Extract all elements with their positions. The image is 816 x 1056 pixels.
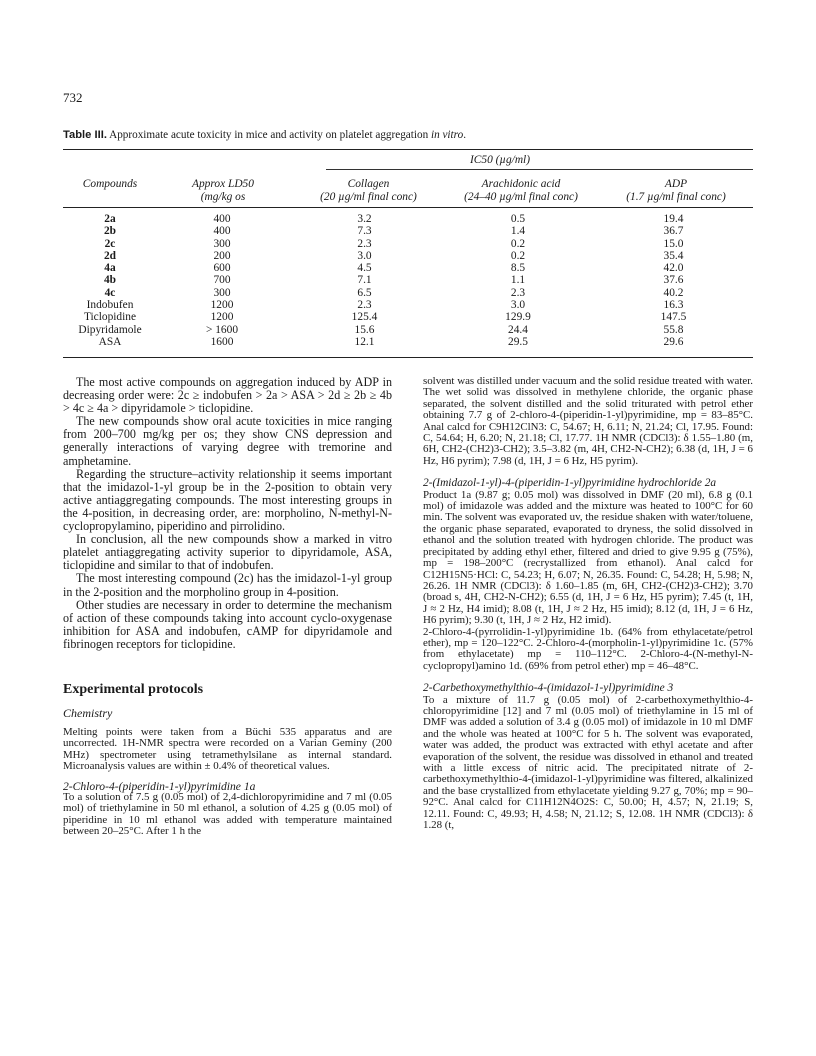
cell-compound: 2d	[103, 249, 117, 262]
cell-arachidonic: 0.2	[510, 237, 526, 250]
cell-adp: 16.3	[663, 299, 684, 312]
table-row	[63, 213, 753, 225]
paragraph-best-compound: The most interesting compound (2c) has the imidazol-1-yl group in the 2-position and the morpholino group in 4-position.	[63, 571, 392, 599]
table-row	[63, 336, 753, 348]
table-row	[63, 262, 753, 274]
cell-adp: 147.5	[660, 311, 687, 324]
cell-ld50: 200	[213, 249, 231, 262]
cell-adp: 40.2	[663, 286, 684, 299]
table-row	[63, 250, 753, 262]
cell-collagen: 125.4	[351, 311, 378, 324]
cell-arachidonic: 129.9	[505, 311, 531, 324]
ic50-header: IC50 (µg/ml)	[469, 154, 531, 166]
page-number: 732	[63, 90, 83, 105]
paragraph-toxicity: The new compounds show oral acute toxicities in mice ranging from 200–700 mg/kg per os; they show CNS depression and generally interactions of varying degree with tremorine and amphetamine.	[63, 414, 392, 468]
procedure-title-1a: 2-Chloro-4-(piperidin-1-yl)pyrimidine 1a	[63, 779, 256, 793]
table-row	[63, 238, 753, 250]
cell-collagen: 4.5	[357, 262, 372, 275]
table-row	[63, 299, 753, 311]
header-arachidonic: Arachidonic acid (24–40 µg/ml final conc)	[464, 178, 578, 203]
cell-adp: 15.0	[663, 237, 684, 250]
cell-arachidonic: 3.0	[510, 299, 526, 312]
header-ld50: Approx LD50 (mg/kg os	[192, 178, 254, 203]
cell-adp: 19.4	[663, 213, 684, 225]
procedure-text-1a-cont: solvent was distilled under vacuum and the solid residue treated with water. The wet solid was dissolved in methylene chloride, the organic phase separated, the solvent distilled and the solid triturated with petrol ether obtaining 7.7 g of 2-chloro-4-(piperidin-1-yl)pyrimidine, mp = 83–85°C. Anal calcd for C9H12ClN3: C, 54.67; H, 6.11; N, 21.24; Cl, 17.95. Found: C, 54.64; H, 6.20; N, 21.18; Cl, 17.77. 1H NMR (CDCl3): δ 1.55–1.80 (m, 6H, CH2-(CH2)3-CH2); 3.5–3.82 (m, 4H, CH2-N-CH2); 6.38 (d, 1H, J = 6 Hz, H6 pyrim); 7.98 (d, 1H, J = 6 Hz, H5 pyrim).	[423, 375, 753, 467]
cell-adp: 35.4	[663, 249, 684, 262]
procedure-title-2a: 2-(Imidazol-1-yl)-4-(piperidin-1-yl)pyrimidine hydrochloride 2a	[423, 477, 717, 490]
cell-compound: Ticlopidine	[83, 311, 137, 324]
cell-ld50: 1200	[210, 311, 234, 324]
cell-ld50: 400	[213, 225, 231, 238]
cell-collagen: 2.3	[357, 237, 372, 250]
cell-arachidonic: 2.3	[510, 286, 526, 299]
cell-ld50: 600	[213, 262, 231, 275]
table-caption-italic: in vitro	[430, 129, 464, 141]
cell-arachidonic: 0.2	[510, 249, 526, 262]
cell-compound: 4c	[104, 286, 116, 299]
paragraph-conclusion: In conclusion, all the new compounds show a marked in vitro platelet antiaggregating activity superior to dipyridamole, ASA, ticlopidine and similar to that of indobufen.	[63, 532, 392, 573]
table-caption: Table III. Approximate acute toxicity in mice and activity on platelet aggregation in vitro.	[63, 129, 466, 141]
cell-ld50: 300	[213, 286, 231, 299]
table-row	[63, 287, 753, 299]
table-header-rule	[63, 207, 753, 208]
cell-compound: 2b	[103, 225, 117, 238]
cell-ld50: 300	[213, 237, 231, 250]
cell-adp: 36.7	[663, 225, 684, 238]
toxicity-table	[63, 213, 753, 348]
cell-adp: 29.6	[663, 335, 684, 348]
procedure-text-3: To a mixture of 11.7 g (0.05 mol) of 2-carbethoxymethylthio-4-chloropyrimidine [12] and 7 ml (0.05 mol) of triethylamine in 15 ml of DMF was added a solution of 3.4 g (0.05 mol) of imidazole in 10 ml DMF and the whole was heated at 100°C for 5 h. The solvent was evaporated, water was added, the product was extracted with ethyl acetate and after evaporation of the solvent, the residue was dissolved in ethanol and treated with a little excess of nitric acid. The precipitated nitrate of 2-carbethoxymethylthio-4-(imidazol-1-yl)pyrimidine was filtered, alkalinized and the base crystallized from ethylacetate yielding 9.27 g, 70%; mp = 90–92°C. Anal calcd for C11H12N4O2S: C, 50.00; H, 4.57; N, 21.19; S, 12.11. Found: C, 49.93; H, 4.58; N, 21.12; S, 12.08. 1H NMR (CDCl3): δ 1.28 (t,	[423, 693, 753, 832]
table-bottom-rule	[63, 357, 753, 358]
cell-adp: 42.0	[663, 262, 684, 275]
header-adp: ADP (1.7 µg/ml final conc)	[626, 178, 726, 203]
cell-collagen: 7.3	[357, 225, 372, 238]
paragraph-other-studies: Other studies are necessary in order to determine the mechanism of action of these compounds taking into account cyclo-oxygenase inhibition for ASA and indobufen, cAMP for dipyridamole and fibrinogen receptors for ticlopidine.	[63, 597, 392, 651]
procedure-title-3: 2-Carbethoxymethylthio-4-(imidazol-1-yl)pyrimidine 3	[423, 682, 674, 695]
paragraph-sar: Regarding the structure–activity relationship it seems important that the imidazol-1-yl group be in the 2-position to obtain very active antiaggregating compounds. The most interesting groups in the 4-position, in decreasing order, are: morpholino, N-methyl-N-cyclopropylamino, piperidino and pirrolidino.	[63, 466, 392, 534]
cell-collagen: 3.2	[357, 213, 372, 225]
left-column	[63, 376, 392, 651]
subsection-heading: Chemistry	[63, 706, 113, 720]
ic50-underline	[326, 169, 753, 170]
cell-arachidonic: 8.5	[510, 262, 526, 275]
procedure-text-2a: Product 1a (9.87 g; 0.05 mol) was dissolved in DMF (20 ml), 6.8 g (0.1 mol) of imidazole was added and the mixture was heated to 100°C for 60 min. The solvent was evaporated uv, the residue shaken with water/toluene, the organic phase separated, evaporated to dryness, the solid dissolved in ethanol and the solution treated with hydrogen chloride. The product was precipitated by adding ethyl ether, filtered and dried to give 9.95 g (75%), mp = 198–200°C (recrystallized from ethanol). Anal calcd for C12H15N5·HCl: C, 54.23; H, 6.07; N, 26.35. Found: C, 54.28; H, 5.98; N, 26.26. 1H NMR (CDCl3): δ 1.60–1.85 (m, 6H, CH2-(CH2)3-CH2); 3.70 (broad s, 4H, CH2-N-CH2); 6.55 (d, 1H, J = 6 Hz, H5 pyrim); 7.45 (t, 1H, J ≈ 2 Hz, H4 imid); 8.08 (t, 1H, J ≈ 2 Hz, H5 imid); 8.12 (d, 1H, J = 6 Hz, H6 pyrim); 9.30 (t, 1H, J ≈ 2 Hz, H2 imid).	[423, 488, 753, 627]
section-heading: Experimental protocols	[63, 682, 204, 697]
cell-compound: 2a	[104, 213, 116, 225]
cell-arachidonic: 1.4	[510, 225, 526, 238]
table-caption-text: Approximate acute toxicity in mice and activity on platelet aggregation	[106, 129, 431, 141]
cell-ld50: 1600	[210, 335, 234, 348]
table-top-rule	[63, 149, 753, 150]
cell-adp: 37.6	[663, 274, 684, 287]
table-row	[63, 225, 753, 237]
chemistry-paragraph: Melting points were taken from a Büchi 535 apparatus and are uncorrected. 1H-NMR spectra were recorded on a Varian Geminy (200 MHz) spectrometer using tetramethylsilane as internal standard. Microanalysis values are within ± 0.4% of theoretical values.	[63, 726, 392, 773]
cell-ld50: 400	[213, 213, 231, 225]
chemistry-text-block	[63, 727, 392, 838]
header-collagen: Collagen (20 µg/ml final conc)	[320, 178, 417, 203]
paragraph-activity-order: The most active compounds on aggregation induced by ADP in decreasing order were: 2c ≥ indobufen > 2a > ASA > 2d ≥ 2b ≥ 4b > 4c ≥ 4a > dipyridamole > ticlopidine.	[63, 375, 392, 416]
cell-arachidonic: 29.5	[508, 335, 528, 348]
cell-compound: Dipyridamole	[78, 323, 142, 336]
cell-collagen: 3.0	[357, 249, 372, 262]
cell-adp: 55.8	[663, 323, 684, 336]
cell-collagen: 15.6	[354, 323, 375, 336]
right-column	[423, 376, 753, 831]
table-label: Table III.	[63, 129, 107, 141]
table-row	[63, 324, 753, 336]
cell-compound: 4a	[104, 262, 116, 275]
cell-arachidonic: 24.4	[508, 323, 528, 336]
cell-collagen: 6.5	[357, 286, 372, 299]
cell-ld50: > 1600	[205, 323, 239, 336]
cell-arachidonic: 1.1	[510, 274, 526, 287]
table-row	[63, 274, 753, 286]
cell-compound: 4b	[103, 274, 117, 287]
cell-compound: ASA	[98, 335, 122, 348]
cell-collagen: 12.1	[354, 335, 375, 348]
header-compounds: Compounds	[82, 178, 138, 190]
procedure-text-1b-1d: 2-Chloro-4-(pyrrolidin-1-yl)pyrimidine 1b. (64% from ethylacetate/petrol ether), mp = 120–122°C. 2-Chloro-4-(morpholin-1-yl)pyrimidine 1c. (57% from ethylacetate) mp = 110–112°C. 2-Chloro-4-(N-methyl-N-cyclopropyl)amino 1d. (69% from petrol ether) mp = 46–48°C.	[423, 625, 753, 672]
cell-collagen: 2.3	[357, 299, 372, 312]
cell-compound: Indobufen	[86, 299, 134, 312]
cell-ld50: 700	[213, 274, 231, 287]
cell-arachidonic: 0.5	[510, 213, 526, 225]
cell-collagen: 7.1	[357, 274, 372, 287]
cell-compound: 2c	[104, 237, 116, 250]
procedure-text-1a: To a solution of 7.5 g (0.05 mol) of 2,4-dichloropyrimidine and 7 ml (0.05 mol) of triethylamine in 50 ml ethanol, a solution of 4.25 g (0.05 mol) of piperidine in 10 ml ethanol was added with temperature maintained between 20–25°C. After 1 h the	[63, 791, 392, 838]
table-row	[63, 311, 753, 323]
cell-ld50: 1200	[210, 299, 234, 312]
